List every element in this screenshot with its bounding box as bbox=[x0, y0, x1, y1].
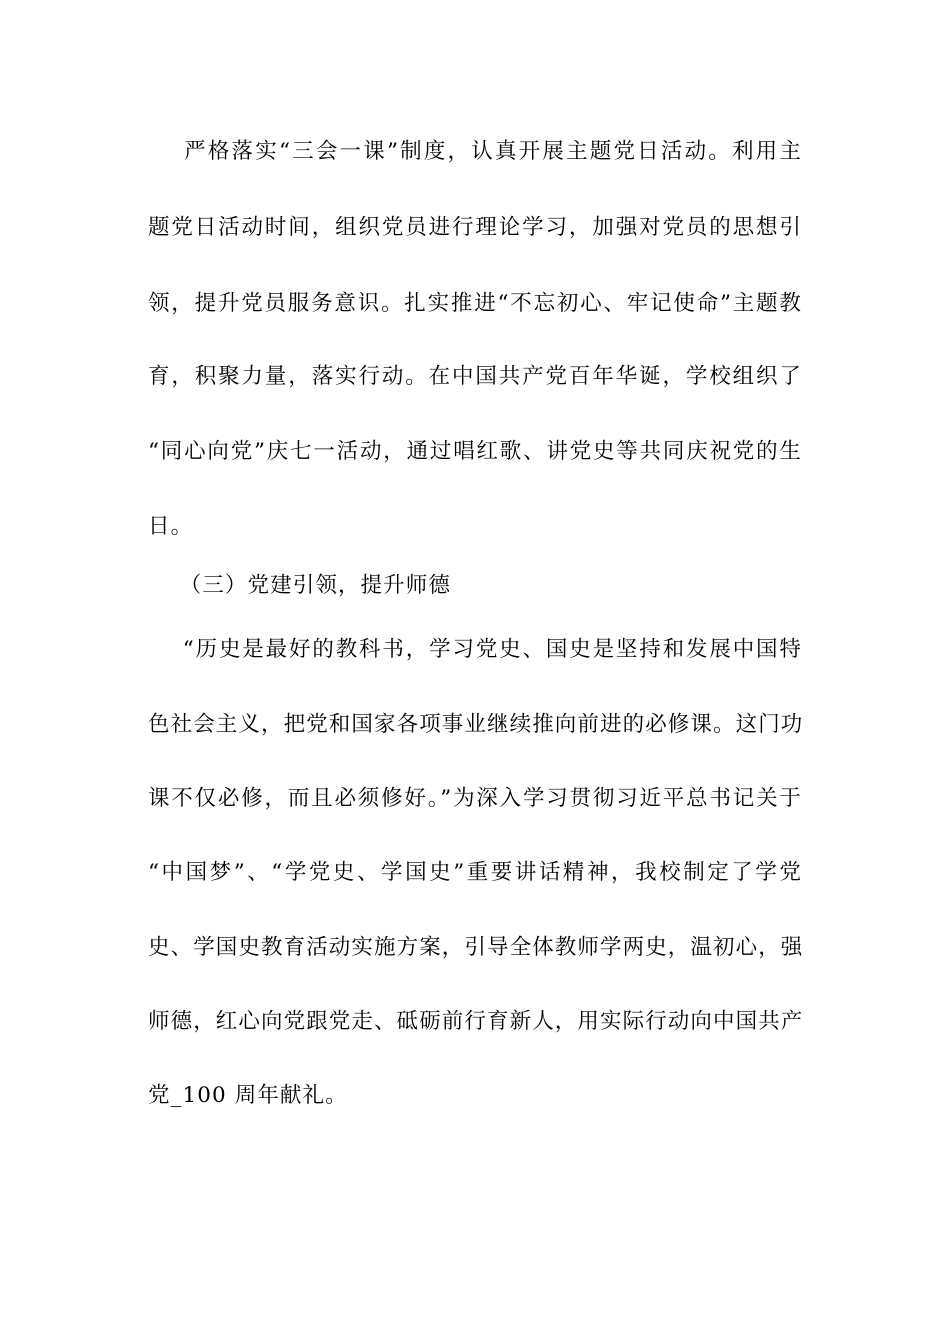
paragraph-1-line-4: 育，积聚力量，落实行动。在中国共产党百年华诞，学校组织了 bbox=[148, 364, 802, 389]
section-heading: （三）党建引领，提升师德 bbox=[148, 573, 451, 598]
paragraph-2-line-7: 党_100 周年献礼。 bbox=[148, 1083, 348, 1108]
paragraph-2-line-6: 师德，红心向党跟党走、砥砺前行育新人，用实际行动向中国共产 bbox=[148, 1009, 804, 1034]
paragraph-1-line-3: 领，提升党员服务意识。扎实推进“不忘初心、牢记使命”主题教 bbox=[148, 291, 802, 316]
paragraph-2-line-4: “中国梦”、“学党史、学国史”重要讲话精神，我校制定了学党 bbox=[148, 860, 802, 885]
paragraph-1-line-6: 日。 bbox=[148, 514, 194, 539]
paragraph-1-line-1: 严格落实“三会一课”制度，认真开展主题党日活动。利用主 bbox=[148, 139, 802, 164]
paragraph-2-line-5: 史、学国史教育活动实施方案，引导全体教师学两史，温初心，强 bbox=[148, 935, 804, 960]
paragraph-2-line-3: 课不仅必修，而且必须修好。”为深入学习贯彻习近平总书记关于 bbox=[148, 786, 802, 811]
paragraph-1-line-5: “同心向党”庆七一活动，通过唱红歌、讲党史等共同庆祝党的生 bbox=[148, 439, 802, 464]
paragraph-2-line-2: 色社会主义，把党和国家各项事业继续推向前进的必修课。这门功 bbox=[148, 712, 804, 737]
paragraph-1-line-2: 题党日活动时间，组织党员进行理论学习，加强对党员的思想引 bbox=[148, 215, 802, 240]
paragraph-2-line-1: “历史是最好的教科书，学习党史、国史是坚持和发展中国特 bbox=[148, 637, 802, 662]
